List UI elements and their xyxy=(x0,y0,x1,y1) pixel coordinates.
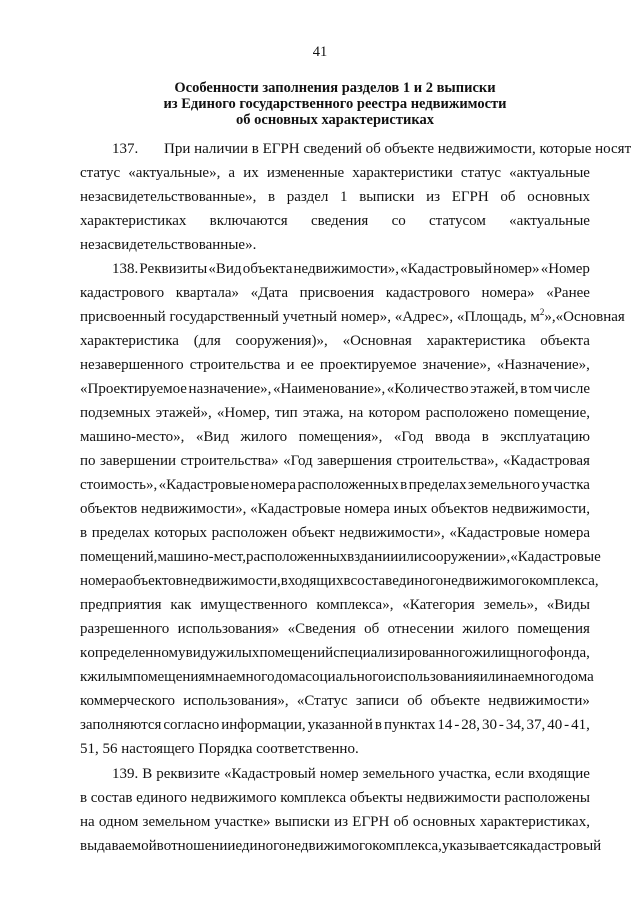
word: указанной xyxy=(307,717,373,733)
word: характеристика xyxy=(426,333,526,349)
word: согласно xyxy=(163,717,220,733)
word: социального xyxy=(305,669,386,685)
word: объектов xyxy=(80,501,138,517)
word: или xyxy=(479,669,504,685)
word: участке» xyxy=(214,814,271,830)
word: по xyxy=(80,453,96,469)
word: завершении xyxy=(99,453,176,469)
word: недвижимости», xyxy=(339,525,445,541)
word: «Наименование», xyxy=(273,381,386,397)
text-line xyxy=(80,377,590,401)
word: «актуальные xyxy=(509,165,590,181)
word: об xyxy=(500,189,516,205)
word: иных xyxy=(393,501,428,517)
word: и xyxy=(286,357,295,373)
word: проектируемое xyxy=(319,357,417,373)
word: «Количество xyxy=(386,381,469,397)
word: недвижимости», xyxy=(140,501,247,517)
word: квартала» xyxy=(175,285,240,301)
word: помещений, xyxy=(80,549,158,565)
word: «Кадастровый xyxy=(223,766,316,782)
word: статусом xyxy=(429,213,486,229)
text-line xyxy=(80,593,590,617)
word: машино-мест, xyxy=(157,549,246,565)
word: номер» xyxy=(493,261,540,277)
word: «Назначение», xyxy=(496,357,590,373)
word: измененные xyxy=(266,165,345,181)
word: - xyxy=(498,717,504,733)
word: жилых xyxy=(215,645,260,661)
text-line xyxy=(80,786,590,810)
word: комплекса xyxy=(280,790,347,806)
page-number: 41 xyxy=(312,44,328,60)
word: выписки xyxy=(274,814,330,830)
word: в xyxy=(268,189,276,205)
text-line xyxy=(80,305,625,329)
text-line xyxy=(80,353,590,377)
text-line xyxy=(80,737,590,761)
word: наемного xyxy=(503,669,563,685)
word: включаются xyxy=(209,213,288,229)
word: характеристиках xyxy=(80,213,187,229)
word: имущественного xyxy=(200,597,308,613)
word: здании xyxy=(354,549,399,565)
word: тип xyxy=(275,405,298,421)
word: «Сведения xyxy=(287,621,356,637)
word: 137. xyxy=(112,141,139,157)
word: недвижимого xyxy=(190,790,277,806)
word: «Категория xyxy=(402,597,475,613)
word: «Кадастровые xyxy=(250,501,341,517)
text-line xyxy=(80,569,599,593)
word: котором xyxy=(368,405,421,421)
word: жилищного xyxy=(472,645,547,661)
word: «Кадастровая xyxy=(502,453,590,469)
word: в xyxy=(481,429,489,445)
word: подземных xyxy=(80,405,151,421)
word: жилого xyxy=(240,429,288,445)
word: коммерческого xyxy=(80,693,176,709)
word: «Дата xyxy=(250,285,289,301)
word: «Вид xyxy=(195,429,230,445)
word: 34, xyxy=(505,717,525,733)
title-line-3: об основных характеристиках xyxy=(236,112,434,128)
word: 1 xyxy=(340,189,348,205)
word: на xyxy=(80,814,95,830)
text-line xyxy=(80,281,590,305)
word: 14 xyxy=(437,717,453,733)
word: номера xyxy=(544,525,590,541)
word: комплекса», xyxy=(316,597,394,613)
word: записи xyxy=(355,693,400,709)
word: объекта xyxy=(242,261,293,277)
word: назначение», xyxy=(188,381,272,397)
word: если xyxy=(494,766,525,782)
word: присвоения xyxy=(299,285,375,301)
word: разрешенного xyxy=(80,621,170,637)
word: этажей, xyxy=(470,381,519,397)
word: единого xyxy=(392,573,444,589)
text-line xyxy=(80,473,590,497)
word: «Вид xyxy=(208,261,242,277)
word: в xyxy=(156,838,164,854)
word: недвижимого xyxy=(286,838,373,854)
word: заполняются xyxy=(80,717,162,733)
word: Реквизиты xyxy=(139,261,208,277)
word: строительства xyxy=(189,357,281,373)
word: кадастровый xyxy=(519,838,602,854)
word: статус xyxy=(460,165,502,181)
word: помещений xyxy=(259,645,334,661)
word: в xyxy=(80,790,88,806)
text-line xyxy=(80,449,590,473)
text-line xyxy=(80,425,590,449)
word: сооружении», xyxy=(421,549,511,565)
word: номера xyxy=(344,501,390,517)
word: расположены xyxy=(504,790,590,806)
word: ЕГРН xyxy=(352,814,390,830)
word: машино-место», xyxy=(80,429,185,445)
word: наемного xyxy=(214,669,275,685)
word: 41, xyxy=(571,717,590,733)
text-line xyxy=(80,762,590,786)
word: в xyxy=(374,717,382,733)
word: со xyxy=(391,213,406,229)
word: в xyxy=(520,381,528,397)
word: 40 xyxy=(547,717,563,733)
text-line xyxy=(80,641,590,665)
word: незасвидетельствованные». xyxy=(80,237,257,253)
text-line xyxy=(80,689,590,713)
word: «Кадастровые xyxy=(510,549,601,565)
word: земельного xyxy=(468,477,540,493)
word: 138. xyxy=(112,261,139,277)
word: недвижимости, xyxy=(491,501,590,517)
word: комплекса, xyxy=(372,838,442,854)
word: жилого xyxy=(462,621,510,637)
word: расположено xyxy=(425,405,509,421)
word: или xyxy=(398,549,422,565)
word: эксплуатацию xyxy=(500,429,590,445)
word: раздел xyxy=(286,189,329,205)
word: указывается xyxy=(441,838,520,854)
word: комплекса, xyxy=(529,573,599,589)
word: земельном xyxy=(142,814,211,830)
text-line xyxy=(80,810,590,834)
word: «Ранее xyxy=(546,285,590,301)
word: из xyxy=(426,189,441,205)
word: использования», xyxy=(183,693,289,709)
word: участка xyxy=(541,477,590,493)
word: характеристиках, xyxy=(479,814,590,830)
word: реквизите xyxy=(156,766,220,782)
word: об xyxy=(364,621,380,637)
word: числе xyxy=(553,381,590,397)
word: помещения», xyxy=(298,429,383,445)
word: характеристики xyxy=(352,165,453,181)
word: фонда, xyxy=(546,645,590,661)
word: значение», xyxy=(422,357,491,373)
word: строительства» xyxy=(180,453,279,469)
word: информации, xyxy=(221,717,306,733)
word: как xyxy=(170,597,192,613)
word: расположен xyxy=(211,525,288,541)
word: кадастрового xyxy=(385,285,470,301)
word: номера xyxy=(80,573,126,589)
word: пунктах xyxy=(383,717,436,733)
word: помещение, xyxy=(513,405,590,421)
word: этажей», xyxy=(155,405,212,421)
word: входящих xyxy=(280,573,344,589)
word: использования xyxy=(385,669,480,685)
word: «Год xyxy=(283,453,313,469)
word: номера xyxy=(250,477,297,493)
word: «Основная xyxy=(342,333,412,349)
word: объектов xyxy=(125,573,183,589)
text-line xyxy=(80,257,590,281)
word: к xyxy=(80,669,88,685)
word: «Номер xyxy=(540,261,590,277)
word: «актуальные», xyxy=(128,165,221,181)
word: При наличии в ЕГРН сведений об объекте недвижимости, которые носят xyxy=(164,141,632,157)
paragraph-138 xyxy=(80,257,625,761)
word: «Год xyxy=(393,429,424,445)
word: завершения xyxy=(317,453,392,469)
word: объекта xyxy=(540,333,590,349)
word: дома xyxy=(562,669,594,685)
word: на xyxy=(348,405,364,421)
word: дома xyxy=(274,669,306,685)
superscript: 2 xyxy=(539,307,545,317)
word: в xyxy=(80,525,88,541)
word: недвижимого xyxy=(443,573,530,589)
word: », xyxy=(544,309,556,325)
word: выдаваемой xyxy=(80,838,157,854)
word: одном xyxy=(98,814,139,830)
word: недвижимости» xyxy=(488,693,590,709)
paragraph-139 xyxy=(80,762,602,858)
word: 28, xyxy=(461,717,481,733)
word: недвижимости, xyxy=(182,573,281,589)
word: а xyxy=(228,165,236,181)
word: 30 xyxy=(481,717,497,733)
word: этажа, xyxy=(302,405,344,421)
word: помещения xyxy=(517,621,590,637)
word: номер xyxy=(319,766,359,782)
text-line xyxy=(80,233,590,257)
word: специализированного xyxy=(333,645,473,661)
text-line xyxy=(80,545,601,569)
text-line xyxy=(80,401,590,425)
word: «Кадастровые xyxy=(158,477,250,493)
text-line xyxy=(80,713,590,737)
text-line xyxy=(80,617,590,641)
paragraph-137 xyxy=(80,137,632,257)
word: незасвидетельствованные», xyxy=(80,189,257,205)
word: 37, xyxy=(526,717,546,733)
word: «Кадастровый xyxy=(400,261,492,277)
word: В xyxy=(142,766,153,782)
word: том xyxy=(528,381,553,397)
text-line xyxy=(80,665,594,689)
word: состав xyxy=(90,790,133,806)
word: расположенных xyxy=(245,549,348,565)
text-line xyxy=(80,185,590,209)
word: единого xyxy=(136,790,188,806)
word: кадастрового xyxy=(80,285,165,301)
word: единого xyxy=(235,838,287,854)
word: незавершенного xyxy=(80,357,184,373)
word: пределах xyxy=(91,525,150,541)
word: их xyxy=(243,165,259,181)
word: объекты xyxy=(349,790,403,806)
word: выписки xyxy=(359,189,415,205)
word: - xyxy=(454,717,460,733)
word: недвижимости», xyxy=(293,261,399,277)
word: помещениям xyxy=(132,669,215,685)
word: присвоенный государственный учетный номер», «Адрес», «Площадь, $м^2$ xyxy=(80,307,545,325)
word: определенному xyxy=(87,645,186,661)
word: использования» xyxy=(177,621,280,637)
word: пределах xyxy=(408,477,467,493)
word: стоимость», xyxy=(80,477,158,493)
word: земельного xyxy=(362,766,435,782)
word: ее xyxy=(300,357,314,373)
text-line xyxy=(80,521,590,545)
word: - xyxy=(564,717,570,733)
word: статус xyxy=(80,165,121,181)
word: из xyxy=(334,814,349,830)
word: земель», xyxy=(483,597,538,613)
word: «Кадастровые xyxy=(449,525,540,541)
word: в xyxy=(347,549,355,565)
word: к xyxy=(80,645,88,661)
word: основных xyxy=(412,814,476,830)
word: основных xyxy=(527,189,590,205)
title-line-2: из Единого государственного реестра недвижимости xyxy=(163,96,507,112)
word: виду xyxy=(185,645,216,661)
word: которых xyxy=(154,525,207,541)
word: «Виды xyxy=(546,597,590,613)
text-line xyxy=(80,497,590,521)
text-line xyxy=(80,161,590,185)
text-line xyxy=(80,137,632,161)
word: недвижимости xyxy=(406,790,501,806)
word: в xyxy=(343,573,351,589)
word: объекте xyxy=(430,693,481,709)
word: характеристика xyxy=(80,333,179,349)
word: объектов xyxy=(431,501,489,517)
word: номера» xyxy=(481,285,535,301)
word: (для xyxy=(193,333,221,349)
word: отнесении xyxy=(387,621,455,637)
word: жилым xyxy=(87,669,133,685)
word: сооружения)», xyxy=(235,333,328,349)
word: «актуальные xyxy=(509,213,590,229)
word: ввода xyxy=(434,429,471,445)
word: «Номер, xyxy=(216,405,270,421)
word: об xyxy=(393,814,409,830)
word: «Проектируемое xyxy=(80,381,187,397)
word: ЕГРН xyxy=(451,189,489,205)
word: предприятия xyxy=(80,597,162,613)
text-line xyxy=(80,329,590,353)
word: участка, xyxy=(438,766,491,782)
text-line xyxy=(80,209,590,233)
word: состав xyxy=(350,573,393,589)
word: 139. xyxy=(112,766,139,782)
title-line-1: Особенности заполнения разделов 1 и 2 выписки xyxy=(174,80,496,96)
word: об xyxy=(407,693,423,709)
word: объект xyxy=(291,525,335,541)
word: отношении xyxy=(163,838,236,854)
word: строительства», xyxy=(396,453,499,469)
text-line xyxy=(80,834,602,858)
word: «Основная xyxy=(555,309,625,325)
word: сведения xyxy=(310,213,369,229)
word: расположенных xyxy=(297,477,399,493)
section-title xyxy=(80,80,590,128)
word: в xyxy=(400,477,408,493)
word: 51, 56 настоящего Порядка соответственно. xyxy=(80,741,359,757)
word: «Статус xyxy=(296,693,348,709)
word: входящие xyxy=(528,766,590,782)
